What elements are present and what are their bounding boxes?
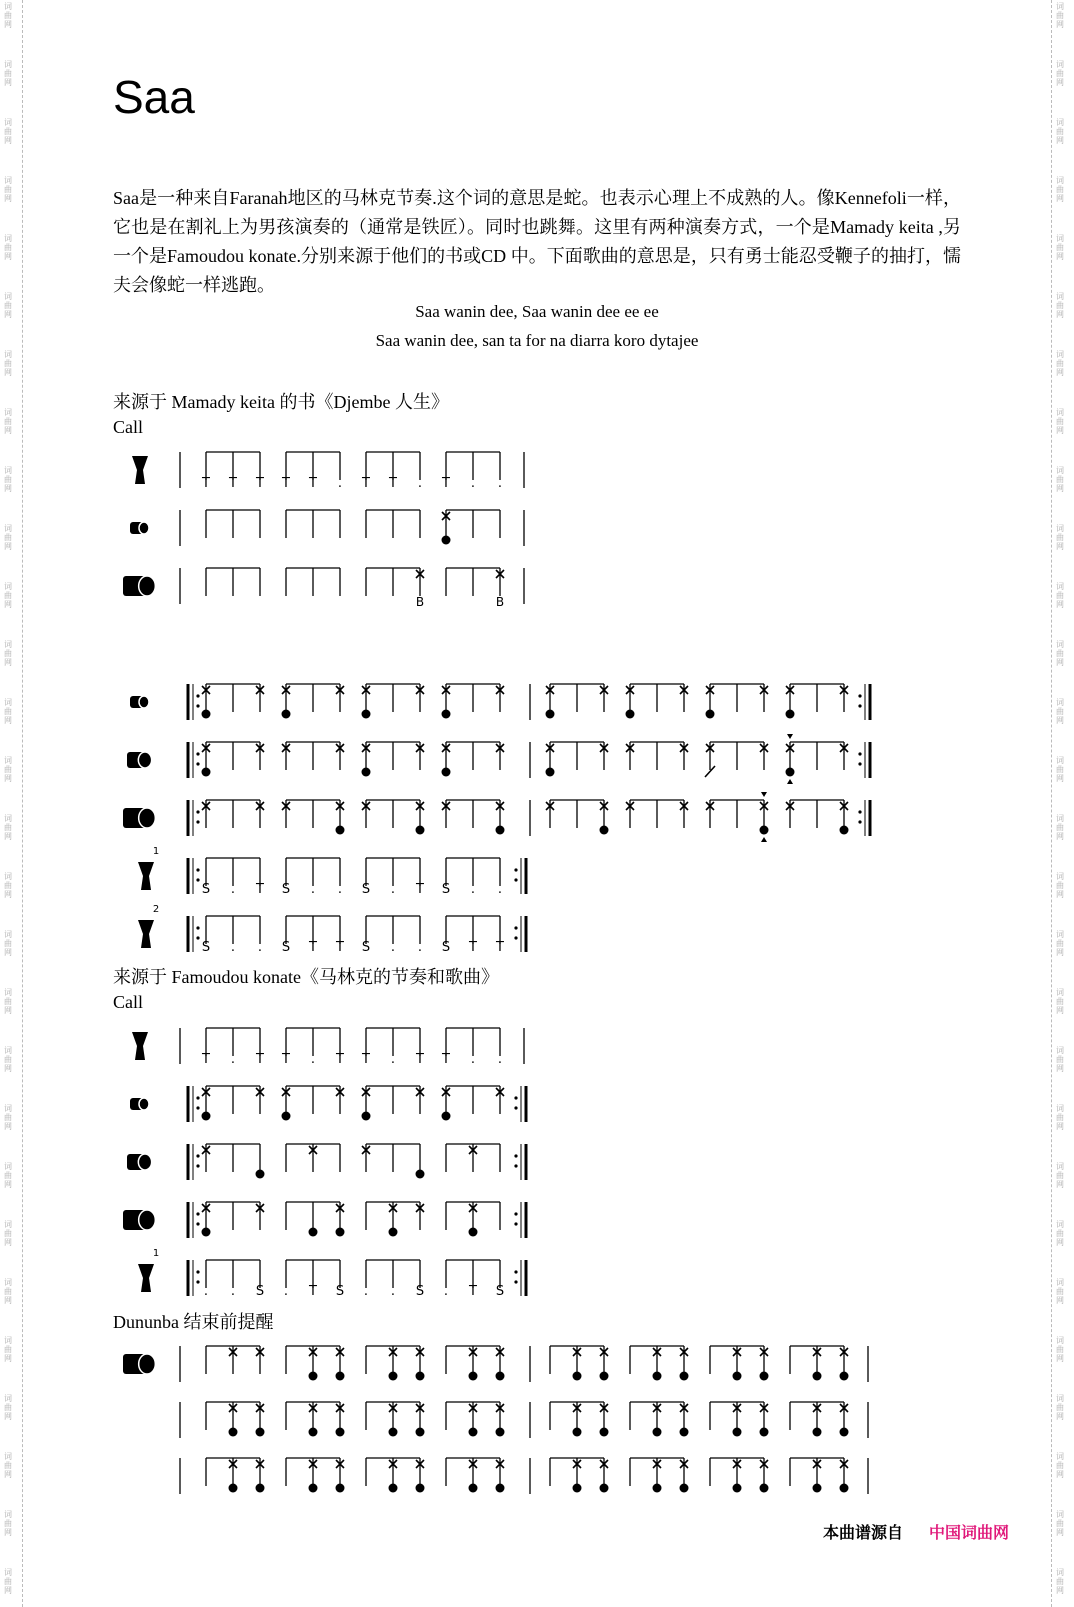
repeat-dot <box>514 1222 517 1225</box>
beat-label: T <box>256 476 264 491</box>
beat-label: S <box>441 882 451 897</box>
beat-dot <box>309 1372 318 1381</box>
beat-label: T <box>229 476 237 491</box>
beat-label: T <box>202 476 210 491</box>
footer-site-link[interactable]: 中国词曲网 <box>929 1523 1010 1542</box>
watermark-text: 词曲网 <box>1056 118 1064 145</box>
beat-label: . <box>283 1284 289 1299</box>
beat-label: S <box>335 1284 345 1299</box>
watermark-text: 词曲网 <box>1056 988 1064 1015</box>
watermark-text: 词曲网 <box>4 1046 12 1073</box>
watermark-text: 词曲网 <box>4 1278 12 1305</box>
beat-label: . <box>310 1052 316 1067</box>
watermark-text: 词曲网 <box>1056 872 1064 899</box>
sangban-drumhead <box>138 752 151 768</box>
repeat-dot <box>196 926 199 929</box>
watermark-text: 词曲网 <box>1056 1568 1064 1595</box>
beat-dot <box>546 768 555 777</box>
beat-label: . <box>230 882 236 897</box>
repeat-dot <box>514 1096 517 1099</box>
beat-dot <box>653 1428 662 1437</box>
watermark-text: 词曲网 <box>1056 1220 1064 1247</box>
repeat-dot <box>514 1106 517 1109</box>
beat-dot <box>416 826 425 835</box>
voice-number: 1 <box>152 1248 160 1259</box>
beat-dot <box>653 1372 662 1381</box>
watermark-text: 词曲网 <box>4 1394 12 1421</box>
watermark-text: 词曲网 <box>4 1336 12 1363</box>
beat-dot <box>813 1484 822 1493</box>
beat-label: T <box>336 940 344 955</box>
beat-label: T <box>256 882 264 897</box>
beat-dot <box>469 1372 478 1381</box>
beat-dot <box>202 768 211 777</box>
watermark-text: 词曲网 <box>4 466 12 493</box>
beat-dot <box>760 826 769 835</box>
beat-label: T <box>442 476 450 491</box>
beat-label: T <box>362 476 370 491</box>
watermark-text: 词曲网 <box>1056 2 1064 29</box>
beat-label: S <box>361 940 371 955</box>
watermark-text: 词曲网 <box>4 814 12 841</box>
repeat-dot <box>196 1270 199 1273</box>
beat-dot <box>389 1484 398 1493</box>
beat-dot <box>336 1228 345 1237</box>
beat-label: . <box>470 476 476 491</box>
beat-label: S <box>441 940 451 955</box>
beat-dot <box>202 710 211 719</box>
watermark-text: 词曲网 <box>4 1452 12 1479</box>
djembe-icon <box>132 456 148 484</box>
voice-number: 2 <box>152 904 160 915</box>
beat-dot <box>389 1228 398 1237</box>
watermark-text: 词曲网 <box>4 1568 12 1595</box>
watermark-text: 词曲网 <box>4 988 12 1015</box>
beat-label: T <box>282 1052 290 1067</box>
beat-dot <box>496 1372 505 1381</box>
beat-dot <box>256 1170 265 1179</box>
repeat-dot <box>196 1222 199 1225</box>
beat-dot <box>706 710 715 719</box>
beat-dot <box>229 1484 238 1493</box>
beat-dot <box>760 1372 769 1381</box>
beat-dot <box>626 710 635 719</box>
beat-dot <box>496 826 505 835</box>
beat-label: T <box>282 476 290 491</box>
repeat-dot <box>196 1096 199 1099</box>
beat-dot <box>496 1428 505 1437</box>
beat-label: . <box>390 882 396 897</box>
watermark-text: 词曲网 <box>4 524 12 551</box>
beat-label: . <box>230 940 236 955</box>
beat-label: . <box>497 476 503 491</box>
beat-dot <box>840 1428 849 1437</box>
watermark-text: 词曲网 <box>4 350 12 377</box>
beat-label: T <box>202 1052 210 1067</box>
beat-dot <box>733 1428 742 1437</box>
beat-label: . <box>497 882 503 897</box>
beat-label: T <box>256 1052 264 1067</box>
watermark-text: 词曲网 <box>1056 176 1064 203</box>
watermark-text: 词曲网 <box>1056 1278 1064 1305</box>
watermark-text: 词曲网 <box>1056 930 1064 957</box>
beat-label: . <box>497 1052 503 1067</box>
djembe-icon <box>138 920 154 948</box>
watermark-text: 词曲网 <box>1056 524 1064 551</box>
beat-dot <box>469 1228 478 1237</box>
beat-label: . <box>230 1052 236 1067</box>
beat-label: . <box>443 1284 449 1299</box>
beat-accent <box>761 837 767 842</box>
beat-label: S <box>201 940 211 955</box>
watermark-text: 词曲网 <box>4 872 12 899</box>
kenkeni-drumhead <box>139 1098 149 1110</box>
beat-label: T <box>469 940 477 955</box>
beat-dot <box>840 826 849 835</box>
section-mamady-source: 来源于 Mamady keita 的书《Djembe 人生》 <box>113 392 449 412</box>
beat-dot <box>680 1372 689 1381</box>
watermark-text: 词曲网 <box>4 176 12 203</box>
beat-dot <box>733 1484 742 1493</box>
repeat-dot <box>196 694 199 697</box>
repeat-dot <box>196 820 199 823</box>
repeat-dot <box>196 878 199 881</box>
beat-dot <box>202 1112 211 1121</box>
lyric-line-2: Saa wanin dee, san ta for na diarra koro dytajee <box>375 331 699 350</box>
watermark-text: 词曲网 <box>1056 1394 1064 1421</box>
repeat-dot <box>196 1106 199 1109</box>
voice-number: 1 <box>152 846 160 857</box>
sangban-drumhead <box>138 1154 151 1170</box>
beat-dot <box>813 1372 822 1381</box>
repeat-dot <box>514 868 517 871</box>
beat-dot <box>282 1112 291 1121</box>
kenkeni-drumhead <box>139 522 149 534</box>
section-call-1: Call <box>113 417 143 437</box>
kenkeni-drumhead <box>139 696 149 708</box>
watermark-text: 词曲网 <box>1056 1336 1064 1363</box>
beat-label: T <box>469 1284 477 1299</box>
beat-dot <box>600 1428 609 1437</box>
watermark-text: 词曲网 <box>1056 350 1064 377</box>
beat-dot <box>469 1428 478 1437</box>
beat-label: . <box>257 940 263 955</box>
watermark-text: 词曲网 <box>1056 640 1064 667</box>
beat-dot <box>840 1484 849 1493</box>
beat-label: B <box>495 595 505 609</box>
repeat-dot <box>196 1212 199 1215</box>
dununba-drumhead <box>139 1210 156 1230</box>
lyric-line-1: Saa wanin dee, Saa wanin dee ee ee <box>415 302 659 321</box>
repeat-dot <box>196 936 199 939</box>
watermark-text: 词曲网 <box>1056 466 1064 493</box>
beat-dot <box>680 1428 689 1437</box>
repeat-dot <box>196 1154 199 1157</box>
beat-dot <box>573 1372 582 1381</box>
watermark-text: 词曲网 <box>1056 756 1064 783</box>
watermark-text: 词曲网 <box>1056 60 1064 87</box>
repeat-dot <box>858 704 861 707</box>
watermark-text: 词曲网 <box>1056 698 1064 725</box>
repeat-dot <box>514 936 517 939</box>
dununba-drumhead <box>139 808 156 828</box>
beat-dot <box>760 1484 769 1493</box>
repeat-dot <box>196 762 199 765</box>
beat-dot <box>362 1112 371 1121</box>
beat-dot <box>362 768 371 777</box>
dununba-drumhead <box>139 1354 156 1374</box>
beat-label: . <box>337 882 343 897</box>
beat-dot <box>840 1372 849 1381</box>
watermark-text: 词曲网 <box>4 930 12 957</box>
beat-label: . <box>203 1284 209 1299</box>
beat-label: S <box>281 882 291 897</box>
repeat-dot <box>514 1154 517 1157</box>
beat-accent <box>787 779 793 784</box>
beat-label: S <box>201 882 211 897</box>
beat-dot <box>813 1428 822 1437</box>
beat-label: S <box>281 940 291 955</box>
watermark-text: 词曲网 <box>4 1510 12 1537</box>
watermark-text: 词曲网 <box>4 1220 12 1247</box>
djembe-icon <box>138 1264 154 1292</box>
watermark-text: 词曲网 <box>1056 292 1064 319</box>
watermark-text: 词曲网 <box>4 698 12 725</box>
beat-dot <box>336 1484 345 1493</box>
beat-dot <box>309 1228 318 1237</box>
beat-dot <box>416 1372 425 1381</box>
beat-label: T <box>362 1052 370 1067</box>
intro-paragraph: Saa是一种来自Faranah地区的马林克节奏.这个词的意思是蛇。也表示心理上不成熟的人。像Kennefoli一样，它也是在割礼上为男孩演奏的（通常是铁匠）。同时也跳舞。这里有两种演奏方式，一个是Mamady keita ,另一个是Famoudou konate.分别来源于他们的书或CD 中。下面歌曲的意思是，只有勇士能忍受鞭子的抽打，懦夫会像蛇一样逃跑。 <box>113 188 961 295</box>
beat-label: . <box>470 1052 476 1067</box>
repeat-dot <box>514 926 517 929</box>
watermark-text: 词曲网 <box>4 60 12 87</box>
beat-label: . <box>337 476 343 491</box>
beat-dot <box>786 768 795 777</box>
page-title: Saa <box>113 71 195 123</box>
beat-dot <box>442 768 451 777</box>
repeat-dot <box>196 868 199 871</box>
beat-label: . <box>390 1052 396 1067</box>
watermark-text: 词曲网 <box>4 118 12 145</box>
beat-dot <box>416 1484 425 1493</box>
repeat-dot <box>858 752 861 755</box>
beat-accent <box>761 792 767 797</box>
beat-dot <box>546 710 555 719</box>
beat-dot <box>573 1484 582 1493</box>
djembe-icon <box>138 862 154 890</box>
beat-dot <box>442 710 451 719</box>
beat-dot <box>442 536 451 545</box>
beat-dot <box>389 1372 398 1381</box>
beat-dot <box>282 710 291 719</box>
beat-dot <box>469 1484 478 1493</box>
watermark-text: 词曲网 <box>1056 1162 1064 1189</box>
beat-dot <box>309 1428 318 1437</box>
beat-label: T <box>309 940 317 955</box>
beat-dot <box>760 1428 769 1437</box>
beat-label: T <box>389 476 397 491</box>
repeat-dot <box>196 810 199 813</box>
watermark-text: 词曲网 <box>4 756 12 783</box>
beat-label: . <box>310 882 316 897</box>
beat-label: T <box>442 1052 450 1067</box>
beat-label: T <box>309 476 317 491</box>
beat-label: . <box>363 1284 369 1299</box>
beat-label: T <box>496 940 504 955</box>
repeat-dot <box>514 1280 517 1283</box>
beat-dot <box>336 1428 345 1437</box>
beat-label: S <box>415 1284 425 1299</box>
beat-dot <box>653 1484 662 1493</box>
beat-dot <box>416 1428 425 1437</box>
footer-source-label: 本曲谱源自 <box>823 1523 904 1542</box>
beat-dot <box>336 1372 345 1381</box>
beat-dot <box>573 1428 582 1437</box>
beat-label: . <box>417 940 423 955</box>
beat-dot <box>309 1484 318 1493</box>
repeat-dot <box>196 752 199 755</box>
beat-dot <box>256 1428 265 1437</box>
beat-label: T <box>416 1052 424 1067</box>
beat-dot <box>600 1484 609 1493</box>
watermark-text: 词曲网 <box>1056 814 1064 841</box>
beat-label: . <box>230 1284 236 1299</box>
section-dununba-end: Dununba 结束前提醒 <box>113 1312 274 1332</box>
watermark-text: 词曲网 <box>1056 408 1064 435</box>
beat-dot <box>202 1228 211 1237</box>
repeat-dot <box>514 878 517 881</box>
beat-label: . <box>390 1284 396 1299</box>
watermark-text: 词曲网 <box>1056 1452 1064 1479</box>
beat-dot <box>786 710 795 719</box>
watermark-text: 词曲网 <box>4 1104 12 1131</box>
watermark-text: 词曲网 <box>4 1162 12 1189</box>
watermark-text: 词曲网 <box>4 408 12 435</box>
beat-label: B <box>415 595 425 609</box>
beat-accent <box>787 734 793 739</box>
watermark-text: 词曲网 <box>4 640 12 667</box>
beat-dot <box>256 1484 265 1493</box>
repeat-dot <box>196 1280 199 1283</box>
beat-label: S <box>361 882 371 897</box>
repeat-dot <box>858 762 861 765</box>
beat-dot <box>229 1428 238 1437</box>
beat-label: T <box>309 1284 317 1299</box>
beat-label: . <box>470 882 476 897</box>
watermark-text: 词曲网 <box>1056 582 1064 609</box>
beat-dot <box>600 826 609 835</box>
repeat-dot <box>858 810 861 813</box>
repeat-dot <box>858 820 861 823</box>
repeat-dot <box>858 694 861 697</box>
beat-label: . <box>390 940 396 955</box>
watermark-text: 词曲网 <box>4 292 12 319</box>
watermark-text: 词曲网 <box>4 2 12 29</box>
repeat-dot <box>514 1270 517 1273</box>
repeat-dot <box>196 704 199 707</box>
watermark-text: 词曲网 <box>4 234 12 261</box>
beat-label: T <box>416 882 424 897</box>
repeat-dot <box>514 1164 517 1167</box>
beat-dot <box>442 1112 451 1121</box>
beat-dot <box>600 1372 609 1381</box>
djembe-icon <box>132 1032 148 1060</box>
beat-dot <box>733 1372 742 1381</box>
beat-dot <box>496 1484 505 1493</box>
repeat-dot <box>514 1212 517 1215</box>
beat-dot <box>416 1170 425 1179</box>
watermark-text: 词曲网 <box>1056 234 1064 261</box>
beat-label: S <box>495 1284 505 1299</box>
watermark-text: 词曲网 <box>1056 1104 1064 1131</box>
beat-label: . <box>417 476 423 491</box>
section-famoudou-source: 来源于 Famoudou konate《马林克的节奏和歌曲》 <box>113 967 499 987</box>
section-call-2: Call <box>113 992 143 1012</box>
repeat-dot <box>196 1164 199 1167</box>
beat-dot <box>336 826 345 835</box>
beat-dot <box>389 1428 398 1437</box>
beat-label: T <box>336 1052 344 1067</box>
watermark-text: 词曲网 <box>4 582 12 609</box>
beat-label: S <box>255 1284 265 1299</box>
watermark-text: 词曲网 <box>1056 1046 1064 1073</box>
watermark-text: 词曲网 <box>1056 1510 1064 1537</box>
dununba-drumhead <box>139 576 156 596</box>
beat-dot <box>362 710 371 719</box>
beat-dot <box>680 1484 689 1493</box>
